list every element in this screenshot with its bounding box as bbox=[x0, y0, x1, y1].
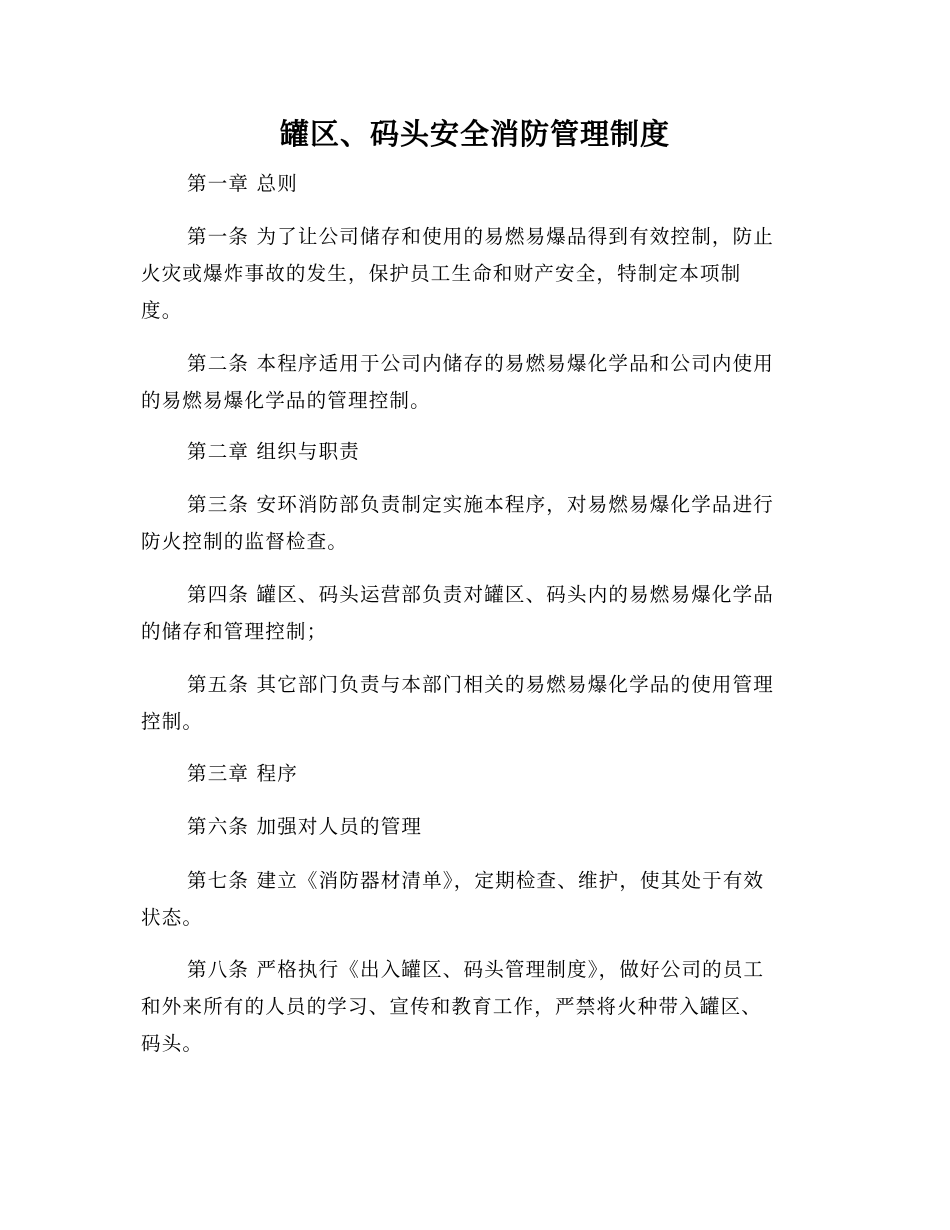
document-title: 罐区、码头安全消防管理制度 bbox=[279, 117, 670, 151]
text-line: 的储存和管理控制； bbox=[141, 620, 328, 643]
text-line: 第六条 加强对人员的管理 bbox=[187, 815, 423, 838]
text-line: 码头。 bbox=[141, 1032, 204, 1055]
article-paragraph bbox=[141, 951, 813, 1062]
text-line: 第八条 严格执行《出入罐区、码头管理制度》，做好公司的员工 bbox=[187, 958, 765, 981]
article-paragraph bbox=[141, 576, 813, 650]
text-line: 火灾或爆炸事故的发生，保护员工生命和财产安全，特制定本项制 bbox=[141, 262, 742, 285]
text-line: 第五条 其它部门负责与本部门相关的易燃易爆化学品的使用管理 bbox=[187, 673, 774, 696]
text-line: 的易燃易爆化学品的管理控制。 bbox=[141, 389, 431, 412]
text-line: 第七条 建立《消防器材清单》，定期检查、维护，使其处于有效 bbox=[187, 869, 765, 892]
article-paragraph bbox=[141, 486, 813, 560]
text-line: 度。 bbox=[141, 299, 183, 322]
article-paragraph bbox=[141, 808, 813, 845]
text-line: 控制。 bbox=[141, 710, 204, 733]
article-paragraph bbox=[141, 345, 813, 419]
text-line: 第三章 程序 bbox=[187, 762, 298, 785]
text-line: 第一条 为了让公司储存和使用的易燃易爆品得到有效控制，防止 bbox=[187, 225, 774, 248]
text-line: 第一章 总则 bbox=[187, 172, 298, 195]
text-line: 和外来所有的人员的学习、宣传和教育工作，严禁将火种带入罐区、 bbox=[141, 995, 763, 1018]
text-line: 防火控制的监督检查。 bbox=[141, 530, 349, 553]
article-paragraph bbox=[141, 666, 813, 740]
text-line: 第四条 罐区、码头运营部负责对罐区、码头内的易燃易爆化学品 bbox=[187, 583, 774, 606]
chapter-heading bbox=[141, 755, 813, 792]
chapter-heading bbox=[141, 165, 813, 202]
text-line: 状态。 bbox=[141, 906, 204, 929]
text-line: 第三条 安环消防部负责制定实施本程序，对易燃易爆化学品进行 bbox=[187, 493, 774, 516]
article-paragraph bbox=[141, 862, 813, 936]
article-paragraph bbox=[141, 218, 813, 329]
text-line: 第二条 本程序适用于公司内储存的易燃易爆化学品和公司内使用 bbox=[187, 352, 774, 375]
text-line: 第二章 组织与职责 bbox=[187, 440, 360, 463]
chapter-heading bbox=[141, 433, 813, 470]
